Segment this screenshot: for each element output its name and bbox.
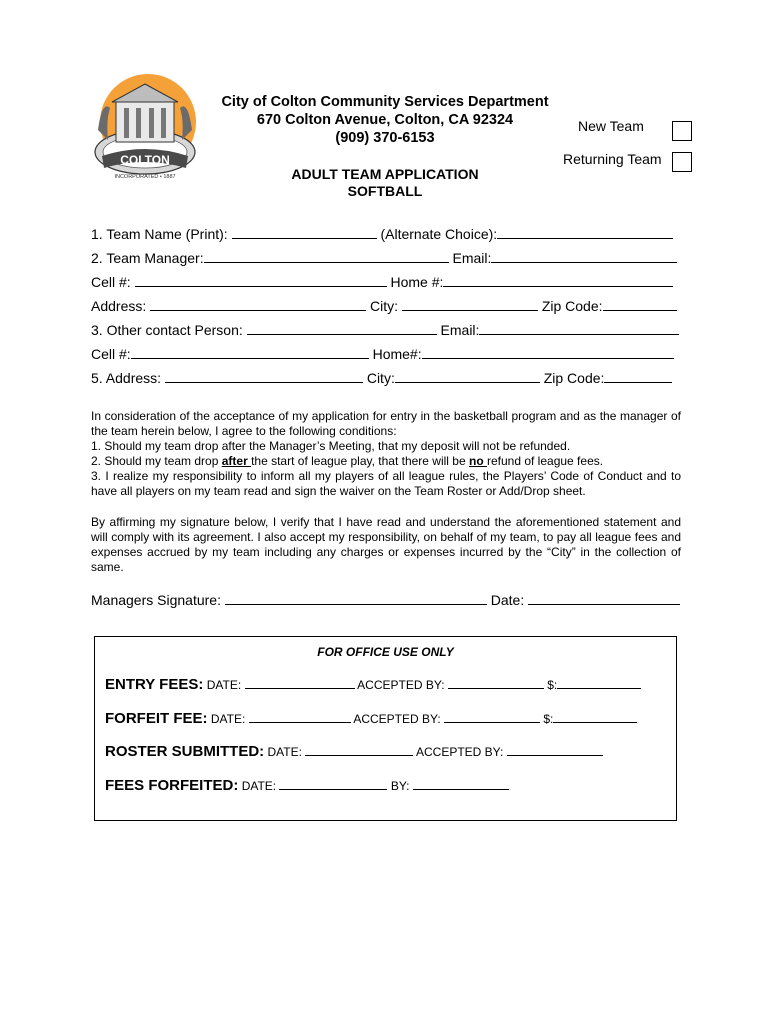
forfeited-date-field[interactable] bbox=[279, 778, 387, 790]
signature-label: Managers Signature: bbox=[91, 592, 221, 608]
returning-team-label: Returning Team bbox=[563, 151, 662, 167]
address5-row bbox=[91, 369, 672, 386]
entry-date-label: DATE: bbox=[206, 678, 242, 692]
other-contact-row bbox=[91, 321, 679, 338]
forfeit-dollar-label: $: bbox=[543, 712, 554, 726]
entry-accepted-label: ACCEPTED BY: bbox=[357, 678, 445, 692]
entry-amount-field[interactable] bbox=[557, 677, 641, 689]
forfeit-amount-field[interactable] bbox=[553, 711, 637, 723]
signature-row bbox=[91, 591, 680, 608]
cell-label: Cell #: bbox=[91, 274, 131, 290]
zip-label: Zip Code: bbox=[541, 298, 603, 314]
zip2-label: Zip Code: bbox=[543, 370, 605, 386]
cell-row bbox=[91, 273, 673, 290]
entry-fees-row bbox=[105, 676, 641, 693]
forfeit-date-field[interactable] bbox=[249, 711, 351, 723]
city2-label: City: bbox=[366, 370, 395, 386]
forfeit-date-label: DATE: bbox=[210, 712, 246, 726]
zip2-field[interactable] bbox=[604, 369, 672, 383]
cond2-text-b: the start of league play, that there will be bbox=[251, 454, 469, 468]
form-title: ADULT TEAM APPLICATION bbox=[291, 166, 479, 182]
signature-field[interactable] bbox=[225, 591, 487, 605]
forfeit-accepted-field[interactable] bbox=[444, 711, 540, 723]
forfeit-fee-label: FORFEIT FEE: bbox=[105, 710, 208, 727]
cond2-after: after bbox=[221, 454, 252, 468]
manager-label: 2. Team Manager: bbox=[91, 250, 204, 266]
signature-date-field[interactable] bbox=[528, 591, 680, 605]
cell2-row bbox=[91, 345, 674, 362]
form-subtitle: SOFTBALL bbox=[347, 183, 423, 199]
roster-submitted-label: ROSTER SUBMITTED: bbox=[105, 743, 265, 760]
team-name-row bbox=[91, 225, 673, 242]
cell2-field[interactable] bbox=[131, 345, 369, 359]
other-contact-label: 3. Other contact Person: bbox=[91, 322, 243, 338]
terms-intro: In consideration of the acceptance of my application for entry in the basketball program and as the manager of the team herein below, I agree to the following conditions: bbox=[91, 409, 681, 438]
terms-condition-3: 3. I realize my responsibility to inform all my players of all league rules, the Players’ Code of Conduct and to have all players on my team read and sign the waiver on the Team Roster or Add/Drop sheet. bbox=[91, 469, 681, 498]
zip-field[interactable] bbox=[603, 297, 677, 311]
cond2-text-c: refund of league fees. bbox=[486, 454, 604, 468]
org-address: 670 Colton Avenue, Colton, CA 92324 bbox=[256, 112, 514, 128]
fees-forfeited-label: FEES FORFEITED: bbox=[105, 777, 239, 794]
address-label: Address: bbox=[91, 298, 147, 314]
logo-ring-text: INCORPORATED • 1887 bbox=[114, 174, 176, 180]
forfeited-date-label: DATE: bbox=[241, 779, 277, 793]
forfeited-by-label: BY: bbox=[390, 779, 410, 793]
other-contact-field[interactable] bbox=[247, 321, 437, 335]
affirm-text: By affirming my signature below, I verify that I have read and understand the aforementioned statement and will comply with its agreement. I also accept my responsibility, on behalf of my team, to pay all league fees and expenses accrued by my team including any charges or expenses incurred by the “City” in the collection of same. bbox=[91, 515, 681, 574]
cond2-no: no bbox=[468, 454, 487, 468]
terms-condition-2 bbox=[91, 454, 681, 469]
forfeit-accepted-label: ACCEPTED BY: bbox=[353, 712, 441, 726]
home-field[interactable] bbox=[443, 273, 673, 287]
office-title: FOR OFFICE USE ONLY bbox=[317, 645, 454, 659]
city-label: City: bbox=[370, 298, 399, 314]
alt-choice-field[interactable] bbox=[497, 225, 673, 239]
returning-team-checkbox[interactable] bbox=[672, 152, 692, 172]
forfeit-fee-row bbox=[105, 710, 637, 727]
home2-field[interactable] bbox=[422, 345, 674, 359]
office-use-box bbox=[94, 636, 677, 821]
address5-field[interactable] bbox=[165, 369, 363, 383]
team-name-label: 1. Team Name (Print): bbox=[91, 226, 228, 242]
address-row bbox=[91, 297, 677, 314]
email2-field[interactable] bbox=[479, 321, 679, 335]
roster-date-field[interactable] bbox=[305, 744, 413, 756]
cond2-text-a: 2. Should my team drop bbox=[91, 454, 222, 468]
new-team-label: New Team bbox=[578, 118, 644, 134]
roster-submitted-row bbox=[105, 743, 603, 760]
city-field[interactable] bbox=[402, 297, 538, 311]
email-field[interactable] bbox=[491, 249, 677, 263]
terms-condition-1: 1. Should my team drop after the Manager’s Meeting, that my deposit will not be refunded. bbox=[91, 439, 571, 453]
manager-field[interactable] bbox=[204, 249, 449, 263]
entry-date-field[interactable] bbox=[245, 677, 355, 689]
email2-label: Email: bbox=[440, 322, 480, 338]
cell-field[interactable] bbox=[135, 273, 387, 287]
roster-date-label: DATE: bbox=[267, 745, 302, 759]
email-label: Email: bbox=[452, 250, 492, 266]
forfeited-by-field[interactable] bbox=[413, 778, 509, 790]
signature-date-label: Date: bbox=[490, 592, 525, 608]
address5-label: 5. Address: bbox=[91, 370, 162, 386]
home-label: Home #: bbox=[390, 274, 444, 290]
home2-label: Home#: bbox=[372, 346, 422, 362]
org-name: City of Colton Community Services Department bbox=[221, 94, 549, 110]
alt-choice-label: (Alternate Choice): bbox=[380, 226, 498, 242]
city2-field[interactable] bbox=[395, 369, 540, 383]
entry-dollar-label: $: bbox=[547, 678, 558, 692]
roster-accepted-label: ACCEPTED BY: bbox=[415, 745, 504, 759]
new-team-checkbox[interactable] bbox=[672, 121, 692, 141]
entry-fees-label: ENTRY FEES: bbox=[105, 676, 204, 693]
entry-accepted-field[interactable] bbox=[448, 677, 544, 689]
city-seal-icon bbox=[88, 70, 203, 185]
address-field[interactable] bbox=[150, 297, 366, 311]
team-name-field[interactable] bbox=[232, 225, 377, 239]
org-phone: (909) 370-6153 bbox=[335, 130, 435, 146]
terms-block bbox=[91, 409, 681, 499]
roster-accepted-field[interactable] bbox=[507, 744, 603, 756]
cell2-label: Cell #: bbox=[91, 346, 131, 362]
manager-row bbox=[91, 249, 677, 266]
logo-text: COLTON bbox=[120, 153, 170, 167]
fees-forfeited-row bbox=[105, 777, 509, 794]
